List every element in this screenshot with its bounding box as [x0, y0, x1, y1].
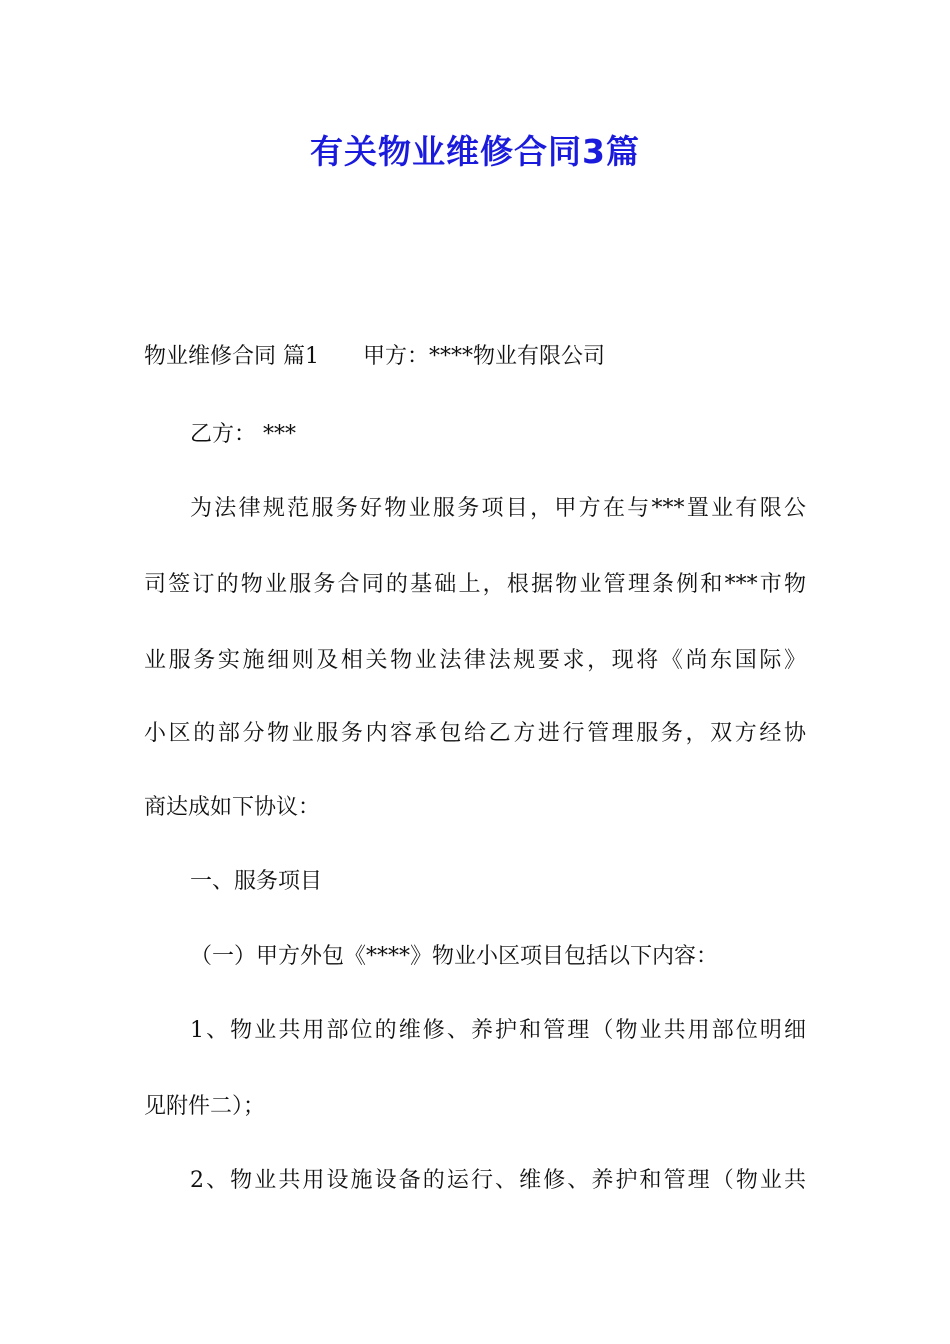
party-a: 甲方：****物业有限公司 — [363, 344, 606, 369]
party-b: 乙方： *** — [190, 422, 296, 447]
paragraph-line: 小区的部分物业服务内容承包给乙方进行管理服务，双方经协 — [144, 721, 806, 746]
paragraph-line: 商达成如下协议： — [144, 795, 321, 820]
list-item-line: 1、物业共用部位的维修、养护和管理（物业共用部位明细 — [190, 1018, 806, 1043]
paragraph-line: 司签订的物业服务合同的基础上，根据物业管理条例和***市物 — [144, 572, 806, 597]
list-item-line: 见附件二）； — [144, 1094, 266, 1119]
section-label: 物业维修合同 篇1 — [144, 344, 319, 369]
document-title: 有关物业维修合同3篇 — [310, 132, 640, 171]
sub-heading: （一）甲方外包《****》物业小区项目包括以下内容： — [190, 944, 719, 969]
contract-header-line — [144, 342, 814, 372]
section-heading: 一、服务项目 — [190, 869, 323, 894]
list-item-line: 2、物业共用设施设备的运行、维修、养护和管理（物业共 — [190, 1168, 806, 1193]
paragraph-line: 为法律规范服务好物业服务项目，甲方在与***置业有限公 — [190, 496, 806, 521]
paragraph-line: 业服务实施细则及相关物业法律法规要求，现将《尚东国际》 — [144, 648, 806, 673]
